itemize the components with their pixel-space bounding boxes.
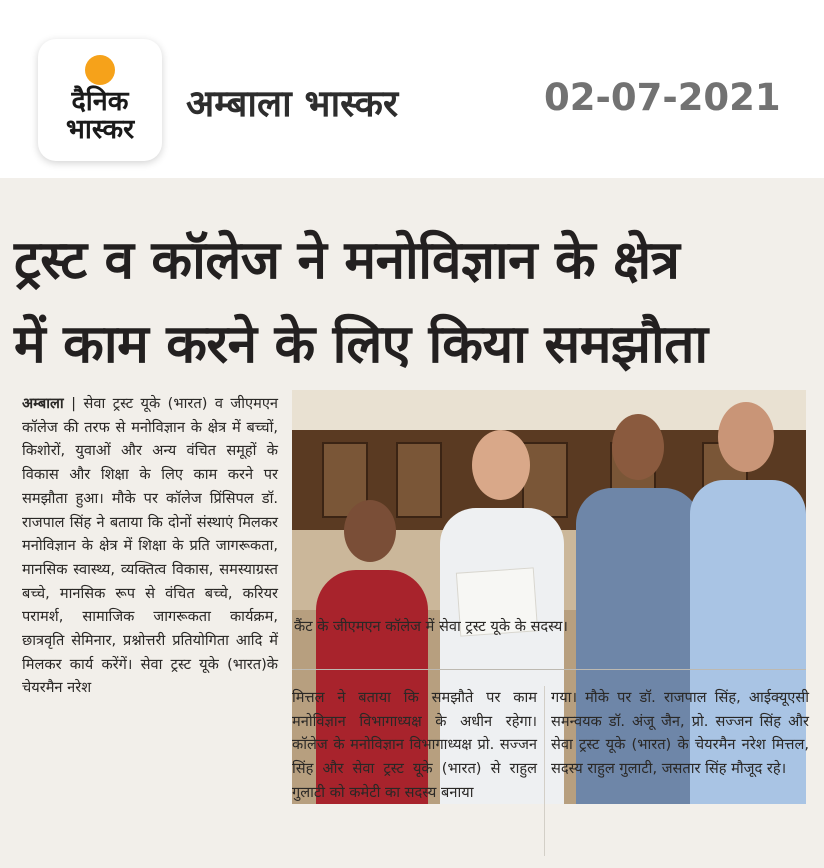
news-clipping bbox=[0, 178, 824, 868]
column-divider bbox=[544, 686, 545, 856]
headline-line-1: ट्रस्ट व कॉलेज ने मनोविज्ञान के क्षेत्र bbox=[14, 230, 680, 291]
headline-line-2: में काम करने के लिए किया समझौता bbox=[14, 314, 708, 375]
dateline: अम्बाला bbox=[22, 395, 64, 412]
photo-caption: कैंट के जीएमएन कॉलेज में सेवा ट्रस्ट यूके के सदस्य। bbox=[294, 618, 568, 635]
column-1-text: | सेवा ट्रस्ट यूके (भारत) व जीएमएन कॉलेज की तरफ से मनोविज्ञान के क्षेत्र में बच्चों, किशोरों, युवाओं और अन्य वंचित समूहों के विकास और शिक्षा के लिए काम करने पर समझौता हुआ। मौके पर कॉलेज प्रिंसिपल डॉ. राजपाल सिंह ने बताया कि दोनों संस्थाएं मिलकर मनोविज्ञान के क्षेत्र में शिक्षा के प्रति जागरूकता, मानसिक स्वास्थ्य, व्यक्तित्व विकास, समस्याग्रस्त बच्चे, मानसिक रूप से वंचित बच्चे, करियर परामर्श, सामाजिक जागरूकता कार्यक्रम, छात्रवृति सेमिनार, प्रश्नोत्तरी प्रतियोगिता आदि में मिलकर कार्य करेंगें। सेवा ट्रस्ट यूके (भारत)के चेयरमैन नरेश bbox=[22, 395, 278, 697]
logo-text-line2: भास्कर bbox=[65, 114, 135, 145]
sun-icon bbox=[85, 55, 115, 85]
newspaper-logo bbox=[38, 39, 162, 161]
edition-date: 02-07-2021 bbox=[544, 76, 781, 119]
edition-name: अम्बाला भास्कर bbox=[186, 82, 399, 125]
article-column-2: मित्तल ने बताया कि समझौते पर काम मनोविज्ञान विभागाध्यक्ष के अधीन रहेगा। कॉलेज के मनोविज्ञान विभागाध्यक्ष प्रो. सज्जन सिंह और सेवा ट्रस्ट यूके (भारत) से राहुल गुलाटी को कमेटी का सदस्य बनाया bbox=[292, 689, 537, 801]
article-column-3: गया। मौके पर डॉ. राजपाल सिंह, आईक्यूएसी समन्वयक डॉ. अंजू जैन, प्रो. सज्जन सिंह और सेवा ट्रस्ट यूके (भारत) के चेयरमैन नरेश मित्तल, सदस्य राहुल गुलाटी, जसतार सिंह मौजूद रहे। bbox=[551, 689, 809, 778]
article-column-1 bbox=[22, 392, 278, 700]
caption-rule bbox=[292, 669, 806, 670]
logo-text-line1: दैनिक bbox=[71, 86, 129, 117]
